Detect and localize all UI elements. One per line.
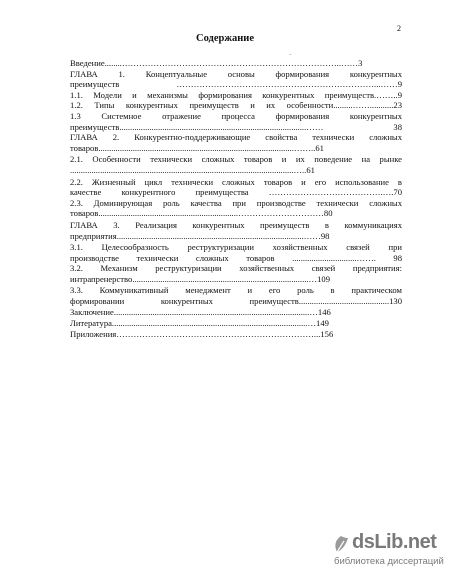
toc-item-1-3-cont: преимуществ.......................................................................................…… 38 bbox=[70, 121, 402, 132]
toc-item-3-3: 3.3. Коммуникативный менеджмент и его роль в практическом bbox=[70, 285, 402, 296]
toc-item-chapter-1-cont: преимуществ ……………………………………………………………...……9 bbox=[70, 79, 402, 90]
toc-item-2-1: 2.1. Особенности технически сложных товаров и их поведение на рынке bbox=[70, 154, 402, 165]
toc-item-intro: Введение........…………………………………………………………………..……3 bbox=[70, 58, 363, 68]
page-mark: · bbox=[289, 51, 292, 59]
table-of-contents bbox=[70, 58, 402, 339]
toc-item-literature: Литература...........................................................................................…149 bbox=[70, 318, 329, 329]
toc-item-chapter-2: ГЛАВА 2. Конкурентно-поддерживающие свойства технически сложных bbox=[70, 132, 402, 143]
toc-item-3-1: 3.1. Целесообразность реструктуризации хозяйственных связей при bbox=[70, 242, 402, 253]
toc-item-2-3-cont: товаров.................................................................…………………………80 bbox=[70, 208, 333, 219]
toc-item-conclusion: Заключение...........................................................................................…146 bbox=[70, 306, 331, 317]
toc-item-1-3: 1.3 Системное отражение процесса формирования конкурентных bbox=[70, 110, 402, 121]
toc-item-3-2-cont: интрапренерство..................................................................................…109 bbox=[70, 273, 330, 284]
logo-text: dsLib.net bbox=[352, 531, 437, 553]
toc-item-chapter-1: ГЛАВА 1. Концептуальные основы формирования конкурентных bbox=[70, 68, 402, 79]
toc-item-chapter-3: ГЛАВА 3. Реализация конкурентных преимуществ в коммуникациях bbox=[70, 219, 402, 230]
toc-item-2-3: 2.3. Доминирующая роль качества при производстве технически сложных bbox=[70, 197, 402, 208]
logo-subtitle: библиотека диссертаций bbox=[334, 556, 444, 567]
toc-item-chapter-3-cont: предприятия.......................................................................................……98 bbox=[70, 230, 330, 241]
toc-item-1-1: 1.1. Модели и механизмы формирования конкурентных преимуществ.……..9 bbox=[70, 89, 402, 100]
watermark-logo[interactable] bbox=[332, 531, 446, 571]
leaf-icon bbox=[332, 535, 350, 555]
toc-item-1-2: 1.2. Типы конкурентных преимуществ и их особенности.........……...........23 bbox=[70, 100, 402, 111]
toc-item-appendices: Приложения……………………………………………………………...156 bbox=[70, 328, 334, 339]
toc-item-chapter-2-cont: товаров...........................................................................................……..61 bbox=[70, 142, 324, 153]
toc-item-2-2-cont: качестве конкурентного преимущества ………………………………….….70 bbox=[70, 187, 402, 198]
toc-item-2-1-cont: ........................................................................................................…..61 bbox=[70, 164, 315, 175]
toc-item-2-2: 2.2. Жизненный цикл технически сложных товаров и его использование в bbox=[70, 176, 402, 187]
toc-item-3-1-cont: производстве технически сложных товаров ..............................……. 98 bbox=[70, 252, 402, 263]
page-title: Содержание bbox=[196, 33, 254, 44]
toc-item-3-3-cont: формировании конкурентных преимуществ..........................................130 bbox=[70, 296, 402, 307]
page-number: 2 bbox=[397, 24, 401, 33]
toc-item-3-2: 3.2. Механизм реструктуризации хозяйственных связей предприятия: bbox=[70, 263, 402, 274]
